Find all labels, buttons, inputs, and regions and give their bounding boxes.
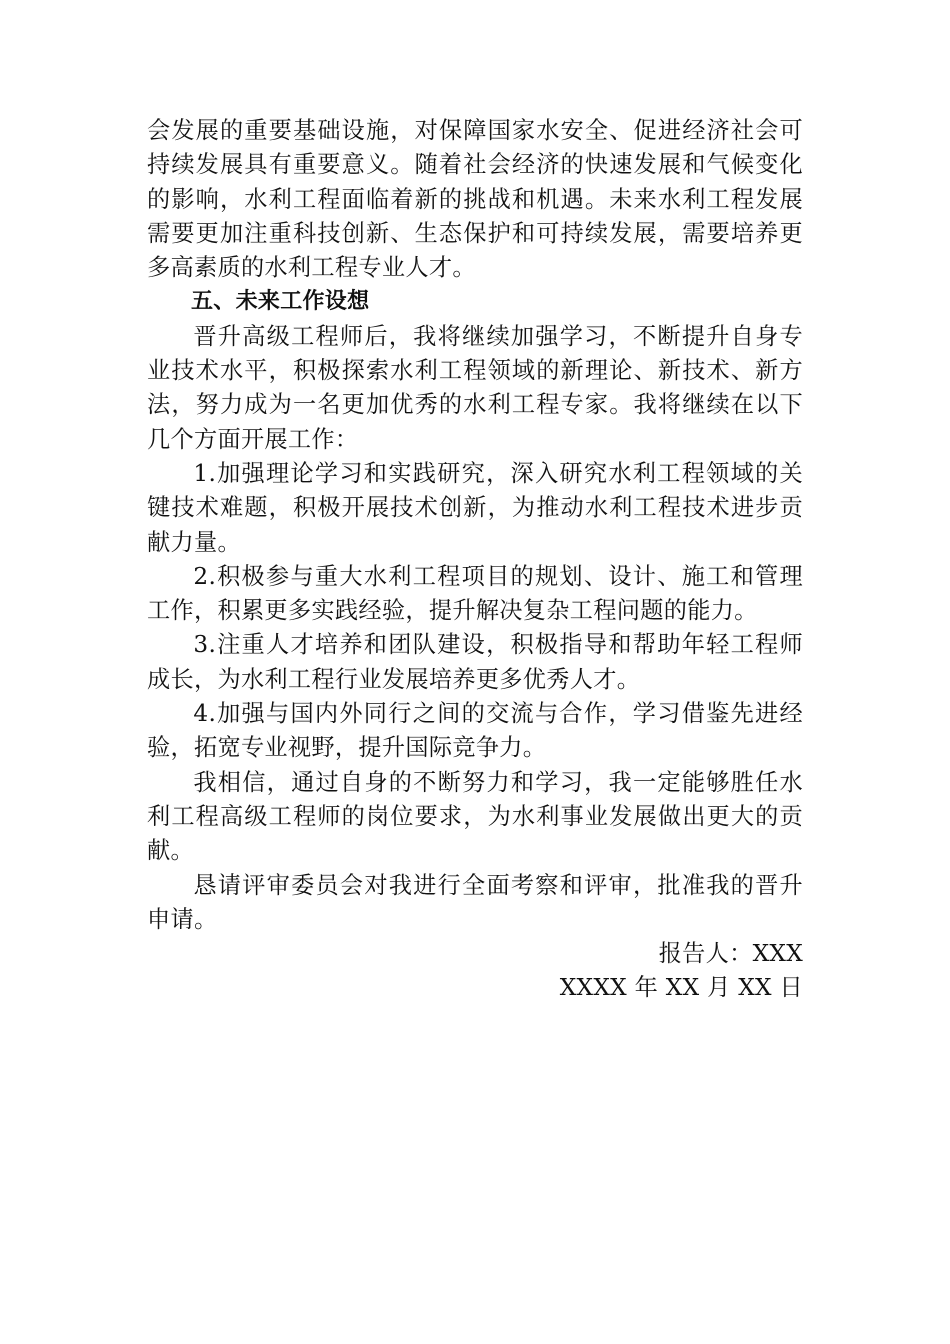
list-item-4: 4.加强与国内外同行之间的交流与合作，学习借鉴先进经验，拓宽专业视野，提升国际竞争力。 xyxy=(147,700,803,762)
list-item-2: 2.积极参与重大水利工程项目的规划、设计、施工和管理工作，积累更多实践经验，提升解决复杂工程问题的能力。 xyxy=(147,562,803,625)
signature-date: XXXX 年 XX 月 XX 日 xyxy=(559,974,803,1002)
paragraph-request: 恳请评审委员会对我进行全面考察和评审，批准我的晋升申请。 xyxy=(147,871,803,933)
document-page xyxy=(147,114,803,1006)
paragraph-intro: 晋升高级工程师后，我将继续加强学习，不断提升自身专业技术水平，积极探索水利工程领域的新理论、新技术、新方法，努力成为一名更加优秀的水利工程专家。我将继续在以下几个方面开展工作： xyxy=(147,322,803,453)
section-heading: 五、未来工作设想 xyxy=(191,289,370,315)
list-item-1: 1.加强理论学习和实践研究，深入研究水利工程领域的关键技术难题，积极开展技术创新，为推动水利工程技术进步贡献力量。 xyxy=(147,459,803,556)
paragraph-continuation: 会发展的重要基础设施，对保障国家水安全、促进经济社会可持续发展具有重要意义。随着社会经济的快速发展和气候变化的影响，水利工程面临着新的挑战和机遇。未来水利工程发展需要更加注重科技创新、生态保护和可持续发展，需要培养更多高素质的水利工程专业人才。 xyxy=(147,117,803,282)
list-item-3: 3.注重人才培养和团队建设，积极指导和帮助年轻工程师成长，为水利工程行业发展培养更多优秀人才。 xyxy=(147,631,803,693)
paragraph-commitment: 我相信，通过自身的不断努力和学习，我一定能够胜任水利工程高级工程师的岗位要求，为水利事业发展做出更大的贡献。 xyxy=(147,768,803,865)
signature-reporter: 报告人：XXX xyxy=(658,940,803,968)
